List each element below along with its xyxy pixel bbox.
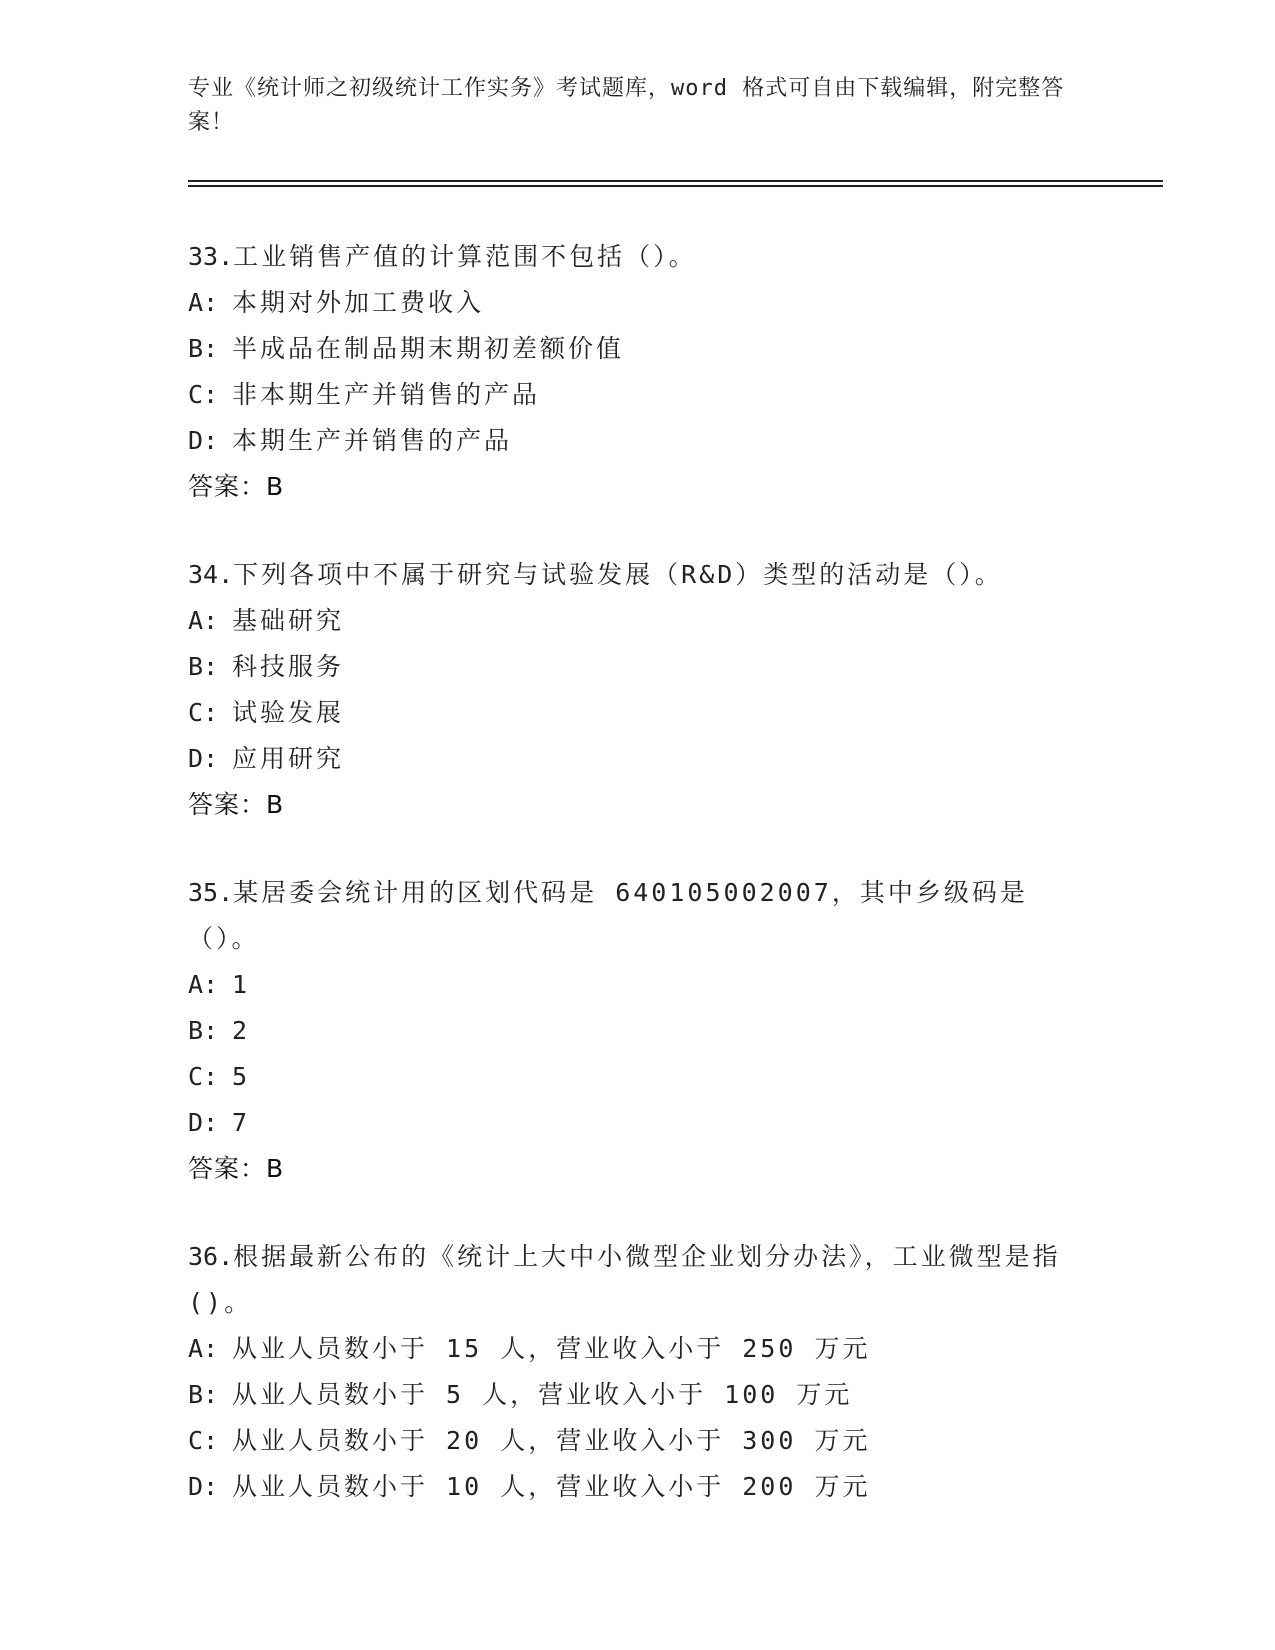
option-key: C: (188, 380, 219, 409)
question-text: 某居委会统计用的区划代码是 640105002007，其中乡级码是（）。 (188, 878, 1028, 953)
option-text: 从业人员数小于 5 人，营业收入小于 100 万元 (232, 1380, 853, 1409)
option-b (188, 1008, 1088, 1054)
question-stem (188, 870, 1088, 962)
option-d (188, 418, 1088, 464)
option-key: A: (188, 606, 219, 635)
option-text: 从业人员数小于 10 人，营业收入小于 200 万元 (232, 1472, 871, 1501)
option-text: 半成品在制品期末期初差额价值 (232, 334, 625, 363)
question-35 (188, 870, 1088, 1192)
question-34 (188, 552, 1088, 828)
option-text: 2 (232, 1016, 251, 1045)
question-number: 33. (188, 242, 234, 271)
option-key: C: (188, 698, 219, 727)
option-b (188, 644, 1088, 690)
option-text: 5 (232, 1062, 251, 1091)
option-text: 1 (232, 970, 251, 999)
question-text: 根据最新公布的《统计上大中小微型企业划分办法》，工业微型是指()。 (188, 1242, 1061, 1317)
option-key: C: (188, 1426, 219, 1455)
option-key: A: (188, 288, 219, 317)
option-c (188, 372, 1088, 418)
option-b (188, 1372, 1088, 1418)
option-text: 7 (232, 1108, 251, 1137)
option-text: 本期生产并销售的产品 (232, 426, 513, 455)
question-number: 35. (188, 878, 234, 907)
header-rule-top (188, 180, 1163, 182)
question-36 (188, 1234, 1088, 1510)
option-c (188, 1054, 1088, 1100)
option-a (188, 1326, 1088, 1372)
option-key: A: (188, 1334, 219, 1363)
answer-line: 答案：B (188, 790, 285, 819)
answer-line: 答案：B (188, 1154, 285, 1183)
option-d (188, 1464, 1088, 1510)
option-key: B: (188, 1016, 219, 1045)
option-a (188, 962, 1088, 1008)
option-key: D: (188, 1108, 219, 1137)
option-key: B: (188, 334, 219, 363)
option-key: C: (188, 1062, 219, 1091)
option-b (188, 326, 1088, 372)
question-number: 36. (188, 1242, 234, 1271)
option-key: D: (188, 1472, 219, 1501)
option-key: D: (188, 744, 219, 773)
option-a (188, 598, 1088, 644)
question-text: 工业销售产值的计算范围不包括（）。 (233, 242, 697, 271)
option-c (188, 690, 1088, 736)
option-text: 本期对外加工费收入 (232, 288, 485, 317)
option-text: 科技服务 (232, 652, 345, 681)
option-c (188, 1418, 1088, 1464)
option-text: 基础研究 (232, 606, 345, 635)
question-33 (188, 234, 1088, 510)
option-text: 试验发展 (232, 698, 345, 727)
question-number: 34. (188, 560, 234, 589)
question-text: 下列各项中不属于研究与试验发展（R&D）类型的活动是（）。 (233, 560, 1003, 589)
option-d (188, 736, 1088, 782)
question-stem (188, 1234, 1088, 1326)
header-rule-bottom (188, 185, 1163, 187)
option-key: B: (188, 1380, 219, 1409)
option-text: 从业人员数小于 15 人，营业收入小于 250 万元 (232, 1334, 871, 1363)
question-stem (188, 234, 1088, 280)
option-text: 从业人员数小于 20 人，营业收入小于 300 万元 (232, 1426, 871, 1455)
option-key: D: (188, 426, 219, 455)
option-d (188, 1100, 1088, 1146)
answer-line: 答案：B (188, 472, 285, 501)
option-text: 应用研究 (232, 744, 345, 773)
option-key: B: (188, 652, 219, 681)
option-text: 非本期生产并销售的产品 (232, 380, 541, 409)
option-key: A: (188, 970, 219, 999)
option-a (188, 280, 1088, 326)
question-list (188, 234, 1088, 1552)
header-note: 专业《统计师之初级统计工作实务》考试题库，word 格式可自由下载编辑，附完整答案！ (188, 76, 1065, 135)
question-stem (188, 552, 1088, 598)
